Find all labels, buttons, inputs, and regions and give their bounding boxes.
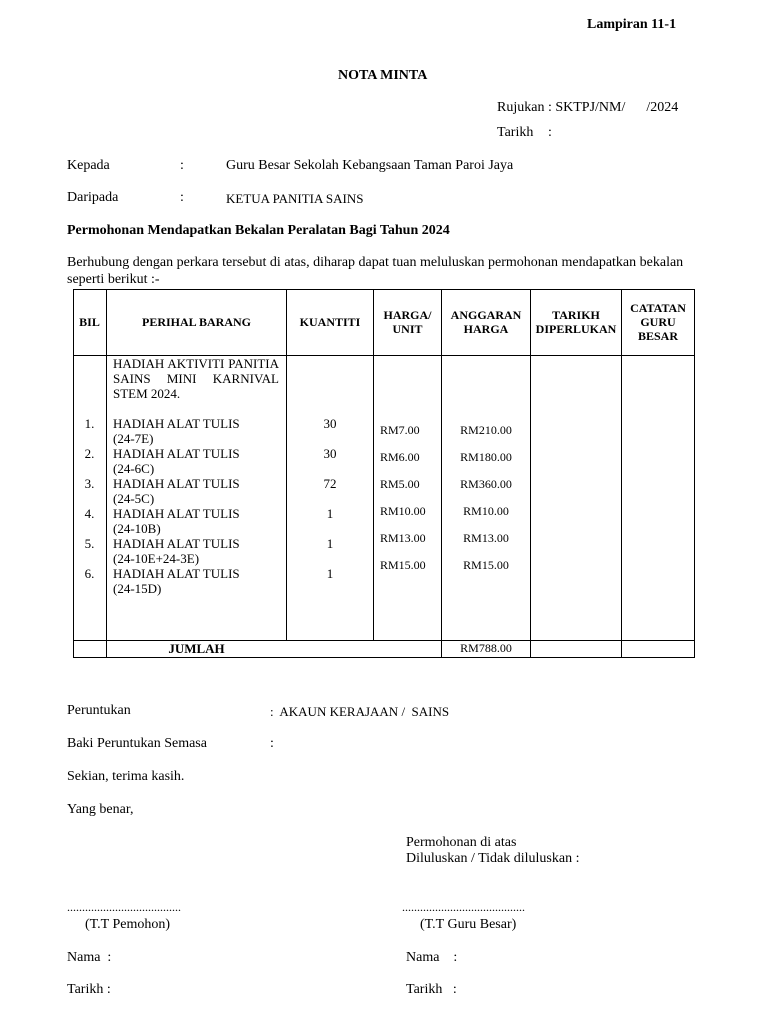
approval-line-2: Diluluskan / Tidak diluluskan : [406,851,580,866]
intro-line-2: seperti berikut :- [67,272,160,287]
closing-text: Sekian, terima kasih. [67,769,185,784]
row-bil: 2. [84,446,95,461]
row-kuantiti: 1 [326,536,334,551]
group-title: HADIAH AKTIVITI PANITIA SAINS MINI KARNIVAL STEM 2024. [113,356,279,401]
approval-line-1: Permohonan di atas [406,835,517,850]
header-bil: BIL [79,315,100,329]
tt-guru-besar: (T.T Guru Besar) [420,917,517,932]
kepada-colon: : [180,158,184,173]
row-anggaran: RM210.00 [460,423,512,437]
row-kuantiti: 1 [326,566,334,581]
jumlah-label: JUMLAH [168,641,225,656]
row-bil: 1. [84,416,95,431]
row-anggaran: RM15.00 [463,558,509,572]
row-bil: 3. [84,476,95,491]
peruntukan-value: : AKAUN KERAJAAN / SAINS [270,704,450,719]
row-anggaran: RM360.00 [460,477,512,491]
kepada-label: Kepada [67,158,110,173]
row-item-name: HADIAH ALAT TULIS [113,476,240,491]
row-bil: 4. [84,506,95,521]
row-item-code: (24-7E) [113,431,154,446]
header-anggaran: ANGGARAN HARGA [450,308,522,336]
row-item-name: HADIAH ALAT TULIS [113,536,240,551]
yang-benar: Yang benar, [67,802,134,817]
header-kuantiti: KUANTITI [299,315,361,329]
signature-line-guru-besar: ......................................... [402,900,525,914]
row-anggaran: RM13.00 [463,531,509,545]
daripada-colon: : [180,190,184,205]
row-anggaran: RM10.00 [463,504,509,518]
tarikh-colon: : [548,125,552,140]
daripada-label: Daripada [67,190,119,205]
tt-pemohon: (T.T Pemohon) [85,917,171,932]
row-harga: RM10.00 [380,504,426,518]
baki-colon: : [270,736,274,751]
row-item-name: HADIAH ALAT TULIS [113,566,240,581]
tarikh-label: Tarikh [497,125,534,140]
row-item-code: (24-6C) [113,461,155,476]
jumlah-value: RM788.00 [460,641,512,655]
nama-pemohon: Nama : [67,950,112,965]
signature-line-pemohon: ...................................... [67,900,181,914]
tarikh-guru-besar: Tarikh : [406,982,457,997]
row-item-code: (24-15D) [113,581,162,596]
row-bil: 6. [84,566,95,581]
row-harga: RM13.00 [380,531,426,545]
row-item-code: (24-5C) [113,491,155,506]
subject-heading: Permohonan Mendapatkan Bekalan Peralatan Bagi Tahun 2024 [67,223,450,238]
request-table [73,289,695,658]
row-item-name: HADIAH ALAT TULIS [113,446,240,461]
header-harga: HARGA/ UNIT [383,308,432,336]
header-perihal: PERIHAL BARANG [141,315,251,329]
page-title: NOTA MINTA [338,68,428,83]
row-item-code: (24-10E+24-3E) [113,551,200,566]
row-harga: RM15.00 [380,558,426,572]
kepada-value: Guru Besar Sekolah Kebangsaan Taman Paroi Jaya [226,158,514,173]
row-item-name: HADIAH ALAT TULIS [113,506,240,521]
row-kuantiti: 30 [323,446,337,461]
row-harga: RM7.00 [380,423,420,437]
lampiran-label: Lampiran 11-1 [587,17,677,32]
header-tarikh: TARIKH DIPERLUKAN [535,308,617,336]
peruntukan-label: Peruntukan [67,703,131,718]
nama-guru-besar: Nama : [406,950,458,965]
row-bil: 5. [84,536,95,551]
row-kuantiti: 72 [323,476,337,491]
row-anggaran: RM180.00 [460,450,512,464]
row-kuantiti: 1 [326,506,334,521]
row-harga: RM6.00 [380,450,420,464]
row-item-name: HADIAH ALAT TULIS [113,416,240,431]
row-kuantiti: 30 [323,416,337,431]
row-item-code: (24-10B) [113,521,161,536]
header-catatan: CATATAN GURU BESAR [630,301,686,343]
daripada-value: KETUA PANITIA SAINS [226,191,364,206]
rujukan-line: Rujukan : SKTPJ/NM/ /2024 [497,100,679,115]
intro-line-1: Berhubung dengan perkara tersebut di atas, diharap dapat tuan meluluskan permohonan mendapatkan bekalan [67,255,684,270]
row-harga: RM5.00 [380,477,420,491]
tarikh-pemohon: Tarikh : [67,982,111,997]
baki-label: Baki Peruntukan Semasa [67,736,207,751]
